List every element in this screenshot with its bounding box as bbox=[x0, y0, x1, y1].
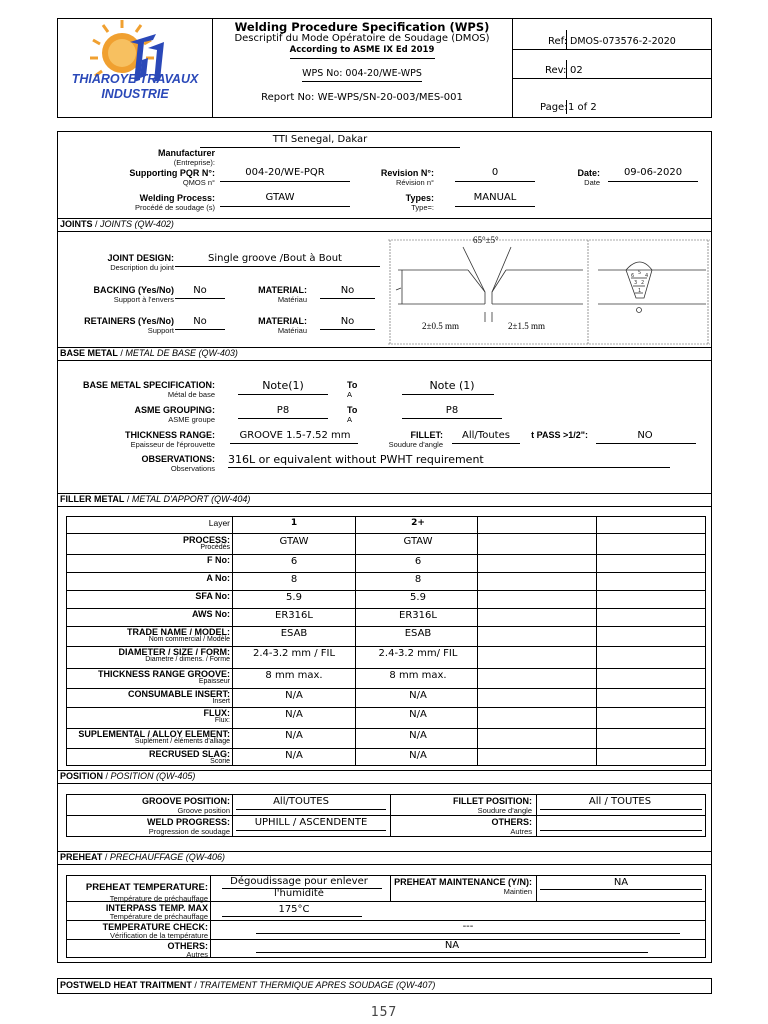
filler-row-label: SFA No: bbox=[195, 591, 230, 601]
retainers-material-label: MATERIAL: bbox=[258, 316, 307, 326]
base-metal-section-title: BASE METAL / METAL DE BASE (QW-403) bbox=[60, 348, 238, 358]
process-label: Welding Process: bbox=[139, 193, 215, 203]
preheat-others-sub: Autres bbox=[186, 950, 208, 959]
types-value: MANUAL bbox=[473, 192, 517, 203]
process-value: GTAW bbox=[265, 192, 295, 203]
page-number: 157 bbox=[370, 1005, 398, 1020]
base-spec-label: BASE METAL SPECIFICATION: bbox=[82, 380, 215, 390]
filler-row-sub: Scorie bbox=[210, 758, 230, 765]
thickness-range-value: GROOVE 1.5-7.52 mm bbox=[239, 430, 351, 441]
asme-grouping-sub: ASME groupe bbox=[168, 415, 215, 424]
filler-row-value-layer-2: 2.4-3.2 mm/ FIL bbox=[378, 648, 458, 659]
filler-row-value-layer-1: 8 bbox=[290, 574, 298, 585]
revision-label: Revision N°: bbox=[380, 168, 434, 178]
filler-row-value-layer-2: N/A bbox=[409, 690, 427, 701]
retainers-label: RETAINERS (Yes/No) bbox=[84, 316, 174, 326]
svg-text:6: 6 bbox=[631, 273, 635, 279]
backing-material-sub: Matériau bbox=[277, 295, 307, 304]
svg-text:5: 5 bbox=[638, 270, 642, 276]
sketch-angle: 65°±5° bbox=[473, 235, 499, 245]
svg-text:4: 4 bbox=[645, 273, 649, 279]
joint-design-label: JOINT DESIGN: bbox=[107, 253, 174, 263]
pqr-sub: QMOS n° bbox=[182, 178, 215, 187]
company-name-line1: THIAROYE TRAVAUX bbox=[71, 72, 199, 86]
temp-check-sub: Vérification de la température bbox=[110, 931, 208, 940]
temp-check-value: --- bbox=[462, 921, 474, 932]
base-spec-sub: Métal de base bbox=[167, 390, 215, 399]
filler-layer-2: 2+ bbox=[411, 518, 425, 528]
asme-grouping-value-1: P8 bbox=[276, 405, 290, 416]
preheat-section-title: PREHEAT / PRECHAUFFAGE (QW-406) bbox=[60, 852, 226, 862]
groove-position-sub: Groove position bbox=[177, 806, 230, 815]
svg-text:3: 3 bbox=[634, 280, 638, 286]
filler-row-value-layer-1: GTAW bbox=[279, 536, 309, 547]
page-value: 1 of 2 bbox=[568, 102, 597, 113]
retainers-value: No bbox=[193, 316, 207, 327]
interpass-label: INTERPASS TEMP. MAX bbox=[105, 903, 208, 913]
filler-row-sub: Epaisseur bbox=[198, 678, 230, 685]
date-label: Date: bbox=[577, 168, 600, 178]
filler-row-value-layer-1: N/A bbox=[285, 690, 303, 701]
preheat-temp-value-line2: l'humidité bbox=[274, 888, 324, 899]
company-logo bbox=[60, 20, 210, 115]
date-sub: Date bbox=[584, 178, 600, 187]
backing-material-value: No bbox=[340, 285, 355, 296]
preheat-maint-sub: Maintien bbox=[503, 887, 532, 896]
asme-grouping-label: ASME GROUPING: bbox=[134, 405, 215, 415]
weld-progress-sub: Progression de soudage bbox=[148, 827, 230, 836]
filler-row-sub: Insert bbox=[212, 698, 230, 705]
filler-row-value-layer-1: N/A bbox=[285, 709, 303, 720]
preheat-maint-label: PREHEAT MAINTENANCE (Y/N): bbox=[394, 877, 532, 887]
manufacturer-sub: (Entreprise): bbox=[173, 158, 215, 167]
revision-value: 0 bbox=[491, 167, 499, 178]
filler-section-title: FILLER METAL / METAL D'APPORT (QW-404) bbox=[60, 494, 251, 504]
filler-row-value-layer-2: 8 bbox=[414, 574, 422, 585]
interpass-sub: Température de préchauffage bbox=[109, 912, 208, 921]
filler-row-label: DIAMETER / SIZE / FORM: bbox=[118, 647, 230, 657]
filler-row-label: F No: bbox=[207, 555, 230, 565]
joint-design-value: Single groove /Bout à Bout bbox=[208, 253, 342, 264]
filler-row-label: TRADE NAME / MODEL: bbox=[127, 627, 230, 637]
svg-text:1: 1 bbox=[638, 288, 642, 294]
fillet-value: All/Toutes bbox=[462, 430, 510, 441]
asme-grouping-to: To bbox=[347, 405, 358, 415]
ref-value: DMOS-073576-2-2020 bbox=[570, 36, 676, 47]
rev-label: Rev: bbox=[545, 65, 567, 76]
filler-row-value-layer-1: 2.4-3.2 mm / FIL bbox=[252, 648, 336, 659]
asme-grouping-value-2: P8 bbox=[445, 405, 459, 416]
filler-row-value-layer-1: ER316L bbox=[275, 610, 313, 621]
fillet-label: FILLET: bbox=[410, 430, 443, 440]
filler-row-value-layer-2: GTAW bbox=[403, 536, 433, 547]
position-others-sub: Autres bbox=[510, 827, 532, 836]
filler-row-label: PROCESS: bbox=[182, 535, 230, 545]
filler-row-label: SUPLEMENTAL / ALLOY ELEMENT: bbox=[78, 729, 230, 739]
interpass-value: 175°C bbox=[278, 904, 310, 915]
joint-design-sub: Description du joint bbox=[110, 263, 174, 272]
filler-layer-1: 1 bbox=[290, 518, 298, 528]
observations-sub: Observations bbox=[170, 464, 215, 473]
observations-value: 316L or equivalent without PWHT requirement bbox=[228, 453, 484, 466]
base-spec-to: To bbox=[347, 380, 358, 390]
filler-row-value-layer-1: 5.9 bbox=[286, 592, 302, 603]
groove-position-label: GROOVE POSITION: bbox=[141, 796, 230, 806]
base-spec-value-2: Note (1) bbox=[429, 379, 475, 392]
types-sub: Type=: bbox=[411, 203, 434, 212]
position-section-title: POSITION / POSITION (QW-405) bbox=[60, 771, 196, 781]
svg-text:2: 2 bbox=[641, 280, 645, 286]
base-spec-value-1: Note(1) bbox=[262, 379, 304, 392]
filler-row-value-layer-1: N/A bbox=[285, 730, 303, 741]
filler-row-value-layer-2: N/A bbox=[409, 730, 427, 741]
filler-row-value-layer-1: N/A bbox=[285, 750, 303, 761]
fillet-position-value: All / TOUTES bbox=[588, 796, 652, 807]
process-sub: Procédé de soudage (s) bbox=[134, 203, 215, 212]
filler-row-value-layer-2: 8 mm max. bbox=[389, 670, 447, 681]
retainers-sub: Support bbox=[147, 326, 174, 335]
rev-value: 02 bbox=[570, 65, 583, 76]
weld-progress-label: WELD PROGRESS: bbox=[146, 817, 230, 827]
observations-label: OBSERVATIONS: bbox=[141, 454, 215, 464]
company-name-line2: INDUSTRIE bbox=[101, 87, 169, 101]
date-value: 09-06-2020 bbox=[623, 167, 683, 178]
pwht-section-title: POSTWELD HEAT TRAITMENT / TRAITEMENT THERMIQUE APRES SOUDAGE (QW-407) bbox=[60, 980, 436, 990]
page-label: Page: bbox=[540, 102, 568, 113]
backing-label: BACKING (Yes/No) bbox=[93, 285, 174, 295]
joint-sketch bbox=[388, 232, 710, 346]
filler-row-sub: Suplément / éléments d'alliage bbox=[134, 738, 230, 745]
groove-position-value: All/TOUTES bbox=[273, 796, 329, 807]
filler-layer-label: Layer bbox=[208, 518, 230, 528]
filler-row-value-layer-1: 8 mm max. bbox=[265, 670, 323, 681]
wps-number: WPS No: 004-20/WE-WPS bbox=[302, 68, 422, 79]
revision-sub: Révision n° bbox=[395, 178, 434, 187]
manufacturer-label: Manufacturer bbox=[157, 148, 215, 158]
pqr-label: Supporting PQR N°: bbox=[129, 168, 215, 178]
sketch-gap: 2±0.5 mm bbox=[422, 321, 459, 331]
base-spec-a: A bbox=[347, 390, 353, 399]
pqr-value: 004-20/WE-PQR bbox=[245, 167, 325, 178]
thickness-range-sub: Epaisseur de l'éprouvette bbox=[130, 440, 215, 449]
manufacturer-value: TTI Senegal, Dakar bbox=[272, 134, 368, 145]
tpass-value: NO bbox=[637, 430, 653, 441]
retainers-material-sub: Matériau bbox=[277, 326, 307, 335]
filler-row-label: FLUX: bbox=[203, 708, 230, 718]
filler-row-sub: Flux: bbox=[214, 717, 230, 724]
doc-according: According to ASME IX Ed 2019 bbox=[289, 45, 435, 55]
sketch-root: 2±1.5 mm bbox=[508, 321, 545, 331]
filler-row-label: THICKNESS RANGE GROOVE: bbox=[97, 669, 230, 679]
filler-row-label: A No: bbox=[206, 573, 230, 583]
tpass-label: t PASS >1/2": bbox=[531, 430, 588, 440]
report-number: Report No: WE-WPS/SN-20-003/MES-001 bbox=[261, 92, 463, 103]
thickness-range-label: THICKNESS RANGE: bbox=[124, 430, 215, 440]
preheat-temp-label: PREHEAT TEMPERATURE: bbox=[85, 882, 208, 893]
filler-row-value-layer-1: ESAB bbox=[280, 628, 308, 639]
backing-material-label: MATERIAL: bbox=[258, 285, 307, 295]
preheat-temp-sub: Température de préchauffage bbox=[109, 894, 208, 903]
joints-section-title: JOINTS / JOINTS (QW-402) bbox=[60, 219, 174, 229]
fillet-position-sub: Soudure d'angle bbox=[477, 806, 532, 815]
preheat-others-label: OTHERS: bbox=[167, 941, 208, 951]
weld-progress-value: UPHILL / ASCENDENTE bbox=[254, 817, 368, 828]
backing-sub: Support à l'envers bbox=[113, 295, 174, 304]
doc-subtitle: Descriptif du Mode Opératoire de Soudage (DMOS) bbox=[234, 33, 490, 44]
ref-label: Ref: bbox=[548, 36, 568, 47]
filler-row-value-layer-2: ER316L bbox=[399, 610, 437, 621]
preheat-temp-value-line1: Dégoudissage pour enlever bbox=[230, 876, 368, 887]
temp-check-label: TEMPERATURE CHECK: bbox=[102, 922, 208, 932]
filler-row-value-layer-2: 6 bbox=[414, 556, 422, 567]
fillet-sub: Soudure d'angle bbox=[388, 440, 443, 449]
preheat-others-value: NA bbox=[444, 940, 460, 951]
filler-row-sub: Diametre / dimens. / Forme bbox=[145, 656, 230, 663]
types-label: Types: bbox=[405, 193, 434, 203]
backing-value: No bbox=[193, 285, 207, 296]
position-others-label: OTHERS: bbox=[491, 817, 532, 827]
doc-title: Welding Procedure Specification (WPS) bbox=[234, 20, 490, 34]
filler-row-label: RECRUSED SLAG: bbox=[148, 749, 230, 759]
filler-row-value-layer-2: ESAB bbox=[404, 628, 432, 639]
filler-row-value-layer-2: N/A bbox=[409, 750, 427, 761]
retainers-material-value: No bbox=[340, 316, 355, 327]
filler-row-value-layer-2: 5.9 bbox=[410, 592, 426, 603]
filler-row-sub: Nom commercial / Modèle bbox=[148, 636, 230, 643]
filler-row-sub: Procédés bbox=[200, 544, 230, 551]
filler-row-value-layer-2: N/A bbox=[409, 709, 427, 720]
filler-row-label: CONSUMABLE INSERT: bbox=[127, 689, 230, 699]
fillet-position-label: FILLET POSITION: bbox=[453, 796, 532, 806]
filler-row-label: AWS No: bbox=[192, 609, 230, 619]
asme-grouping-a: A bbox=[347, 415, 353, 424]
preheat-maint-value: NA bbox=[613, 877, 629, 888]
filler-row-value-layer-1: 6 bbox=[290, 556, 298, 567]
